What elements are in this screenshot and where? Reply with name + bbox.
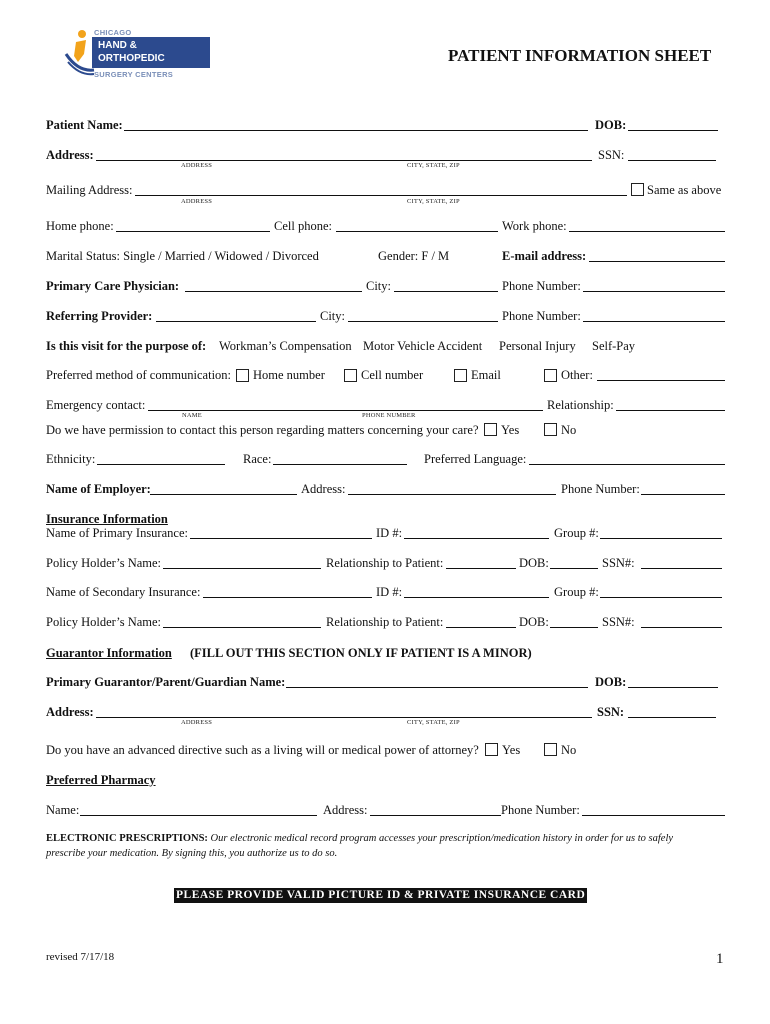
holder1-label: Policy Holder’s Name: [46,556,162,570]
dob1-field[interactable] [550,568,598,569]
comm-cell-checkbox[interactable] [344,369,357,382]
guarantor-city-sublabel: CITY, STATE, ZIP [407,719,460,726]
comm-home-checkbox[interactable] [236,369,249,382]
page-title: PATIENT INFORMATION SHEET [448,46,712,65]
referring-phone-field[interactable] [583,321,725,322]
guarantor-address-field[interactable] [96,717,592,718]
dob2-field[interactable] [550,627,598,628]
relationship-label: Relationship: [547,398,614,412]
logo-ortho: ORTHOPEDIC [98,53,165,64]
directive-question: Do you have an advanced directive such as a living will or medical power of attorney? [46,743,479,757]
visit-purpose-label: Is this visit for the purpose of: [46,339,207,353]
patient-name-field[interactable] [124,130,588,131]
address-sublabel: ADDRESS [181,162,213,169]
employer-address-field[interactable] [348,494,556,495]
mailing-field[interactable] [135,195,627,196]
mailing-address-sublabel: ADDRESS [181,198,213,205]
secondary-id-field[interactable] [404,597,549,598]
address-label: Address: [46,148,94,162]
email-field[interactable] [589,261,725,262]
logo-surgery: SURGERY CENTERS [94,70,174,79]
pcp-phone-label: Phone Number: [502,279,581,293]
revised-date: revised 7/17/18 [46,951,115,963]
pcp-phone-field[interactable] [583,291,725,292]
guarantor-dob-label: DOB: [595,675,627,689]
pharmacy-address-label: Address: [323,803,368,817]
erx-label: ELECTRONIC PRESCRIPTIONS: [46,833,208,844]
language-label: Preferred Language: [424,452,527,466]
id-banner: PLEASE PROVIDE VALID PICTURE ID & PRIVATE INSURANCE CARD [176,889,586,901]
ethnicity-field[interactable] [97,464,225,465]
city-sublabel: CITY, STATE, ZIP [407,162,460,169]
ethnicity-label: Ethnicity: [46,452,96,466]
home-phone-field[interactable] [116,231,270,232]
referring-city-label: City: [320,309,346,323]
ssn1-label: SSN#: [602,556,635,570]
secondary-insurance-label: Name of Secondary Insurance: [46,585,201,599]
secondary-insurance-field[interactable] [203,597,372,598]
emergency-field[interactable] [148,410,543,411]
primary-group-field[interactable] [600,538,722,539]
logo-hand: HAND & [98,40,137,51]
logo-box [92,37,210,68]
language-field[interactable] [529,464,725,465]
guarantor-name-field[interactable] [286,687,588,688]
mailing-city-sublabel: CITY, STATE, ZIP [407,198,460,205]
guarantor-ssn-label: SSN: [597,705,625,719]
referring-phone-label: Phone Number: [502,309,581,323]
permission-no-label: No [561,423,577,437]
visit-personal-injury[interactable]: Personal Injury [499,339,576,353]
visit-motor-vehicle[interactable]: Motor Vehicle Accident [363,339,483,353]
page-number: 1 [716,951,724,967]
primary-group-label: Group #: [554,526,599,540]
same-as-above-checkbox[interactable] [631,183,644,196]
comm-cell-label: Cell number [361,368,424,382]
cell-phone-field[interactable] [336,231,498,232]
mailing-label: Mailing Address: [46,183,133,197]
pcp-field[interactable] [185,291,362,292]
dob-label: DOB: [595,118,627,132]
guarantor-name-label: Primary Guarantor/Parent/Guardian Name: [46,675,286,689]
email-label: E-mail address: [502,249,587,263]
secondary-group-label: Group #: [554,585,599,599]
address-field[interactable] [96,160,592,161]
pcp-city-field[interactable] [394,291,498,292]
patient-name-label: Patient Name: [46,118,123,132]
referring-field[interactable] [156,321,316,322]
comm-other-label: Other: [561,368,593,382]
primary-insurance-label: Name of Primary Insurance: [46,526,188,540]
rel2-label: Relationship to Patient: [326,615,444,629]
comm-email-label: Email [471,368,501,382]
same-as-above-label: Same as above [647,183,722,197]
secondary-group-field[interactable] [600,597,722,598]
guarantor-ssn-field[interactable] [628,717,716,718]
dob1-label: DOB: [519,556,549,570]
employer-field[interactable] [150,494,297,495]
referring-label: Referring Provider: [46,309,153,323]
holder2-label: Policy Holder’s Name: [46,615,162,629]
guarantor-heading: Guarantor Information [46,646,172,660]
permission-yes-checkbox[interactable] [484,423,497,436]
ssn2-label: SSN#: [602,615,635,629]
rel1-field[interactable] [446,568,516,569]
comm-other-checkbox[interactable] [544,369,557,382]
referring-city-field[interactable] [348,321,498,322]
visit-workmans-comp[interactable]: Workman’s Compensation [219,339,352,353]
primary-id-field[interactable] [404,538,549,539]
permission-yes-label: Yes [501,423,520,437]
pcp-label: Primary Care Physician: [46,279,180,293]
comm-home-label: Home number [253,368,325,382]
logo-figure-icon [62,28,96,76]
pharmacy-phone-field[interactable] [582,815,725,816]
primary-insurance-field[interactable] [190,538,372,539]
relationship-field[interactable] [616,410,725,411]
directive-no-checkbox[interactable] [544,743,557,756]
visit-self-pay[interactable]: Self-Pay [592,339,636,353]
logo-chicago: CHICAGO [94,28,132,37]
holder2-field[interactable] [163,627,321,628]
rel1-label: Relationship to Patient: [326,556,444,570]
work-phone-field[interactable] [569,231,725,232]
pharmacy-address-field[interactable] [370,815,501,816]
emergency-phone-sublabel: PHONE NUMBER [362,412,416,419]
employer-phone-label: Phone Number: [561,482,640,496]
ssn-label: SSN: [598,148,625,162]
directive-no-label: No [561,743,577,757]
comm-email-checkbox[interactable] [454,369,467,382]
comm-label: Preferred method of communication: [46,368,232,382]
emergency-name-sublabel: NAME [182,412,202,419]
pharmacy-heading: Preferred Pharmacy [46,773,156,787]
cell-phone-label: Cell phone: [274,219,332,233]
permission-question: Do we have permission to contact this person regarding matters concerning your care? [46,423,479,437]
erx-line1 [46,832,673,846]
marital-status: Marital Status: Single / Married / Widowed / Divorced [46,249,319,263]
rel2-field[interactable] [446,627,516,628]
ssn2-field[interactable] [641,627,722,628]
primary-id-label: ID #: [376,526,403,540]
guarantor-note: (FILL OUT THIS SECTION ONLY IF PATIENT IS A MINOR) [190,646,532,660]
comm-other-field[interactable] [597,380,725,381]
employer-phone-field[interactable] [641,494,725,495]
directive-yes-label: Yes [502,743,521,757]
pharmacy-name-label: Name: [46,803,80,817]
gender: Gender: F / M [378,249,450,263]
guarantor-address-label: Address: [46,705,94,719]
permission-no-checkbox[interactable] [544,423,557,436]
pharmacy-phone-label: Phone Number: [501,803,580,817]
home-phone-label: Home phone: [46,219,114,233]
work-phone-label: Work phone: [502,219,567,233]
emergency-label: Emergency contact: [46,398,146,412]
secondary-id-label: ID #: [376,585,403,599]
guarantor-address-sublabel: ADDRESS [181,719,213,726]
race-label: Race: [243,452,272,466]
employer-address-label: Address: [301,482,346,496]
ssn1-field[interactable] [641,568,722,569]
erx-text2: prescribe your medication. By signing this, you authorize us to do so. [46,848,338,859]
erx-text1: Our electronic medical record program accesses your prescription/medication history in order for us to safely [210,833,674,844]
insurance-heading: Insurance Information [46,512,168,526]
employer-label: Name of Employer: [46,482,151,496]
dob-field[interactable] [628,130,718,131]
ssn-field[interactable] [628,160,716,161]
dob2-label: DOB: [519,615,549,629]
guarantor-dob-field[interactable] [628,687,718,688]
directive-yes-checkbox[interactable] [485,743,498,756]
pharmacy-name-field[interactable] [80,815,317,816]
holder1-field[interactable] [163,568,321,569]
pcp-city-label: City: [366,279,392,293]
race-field[interactable] [273,464,407,465]
